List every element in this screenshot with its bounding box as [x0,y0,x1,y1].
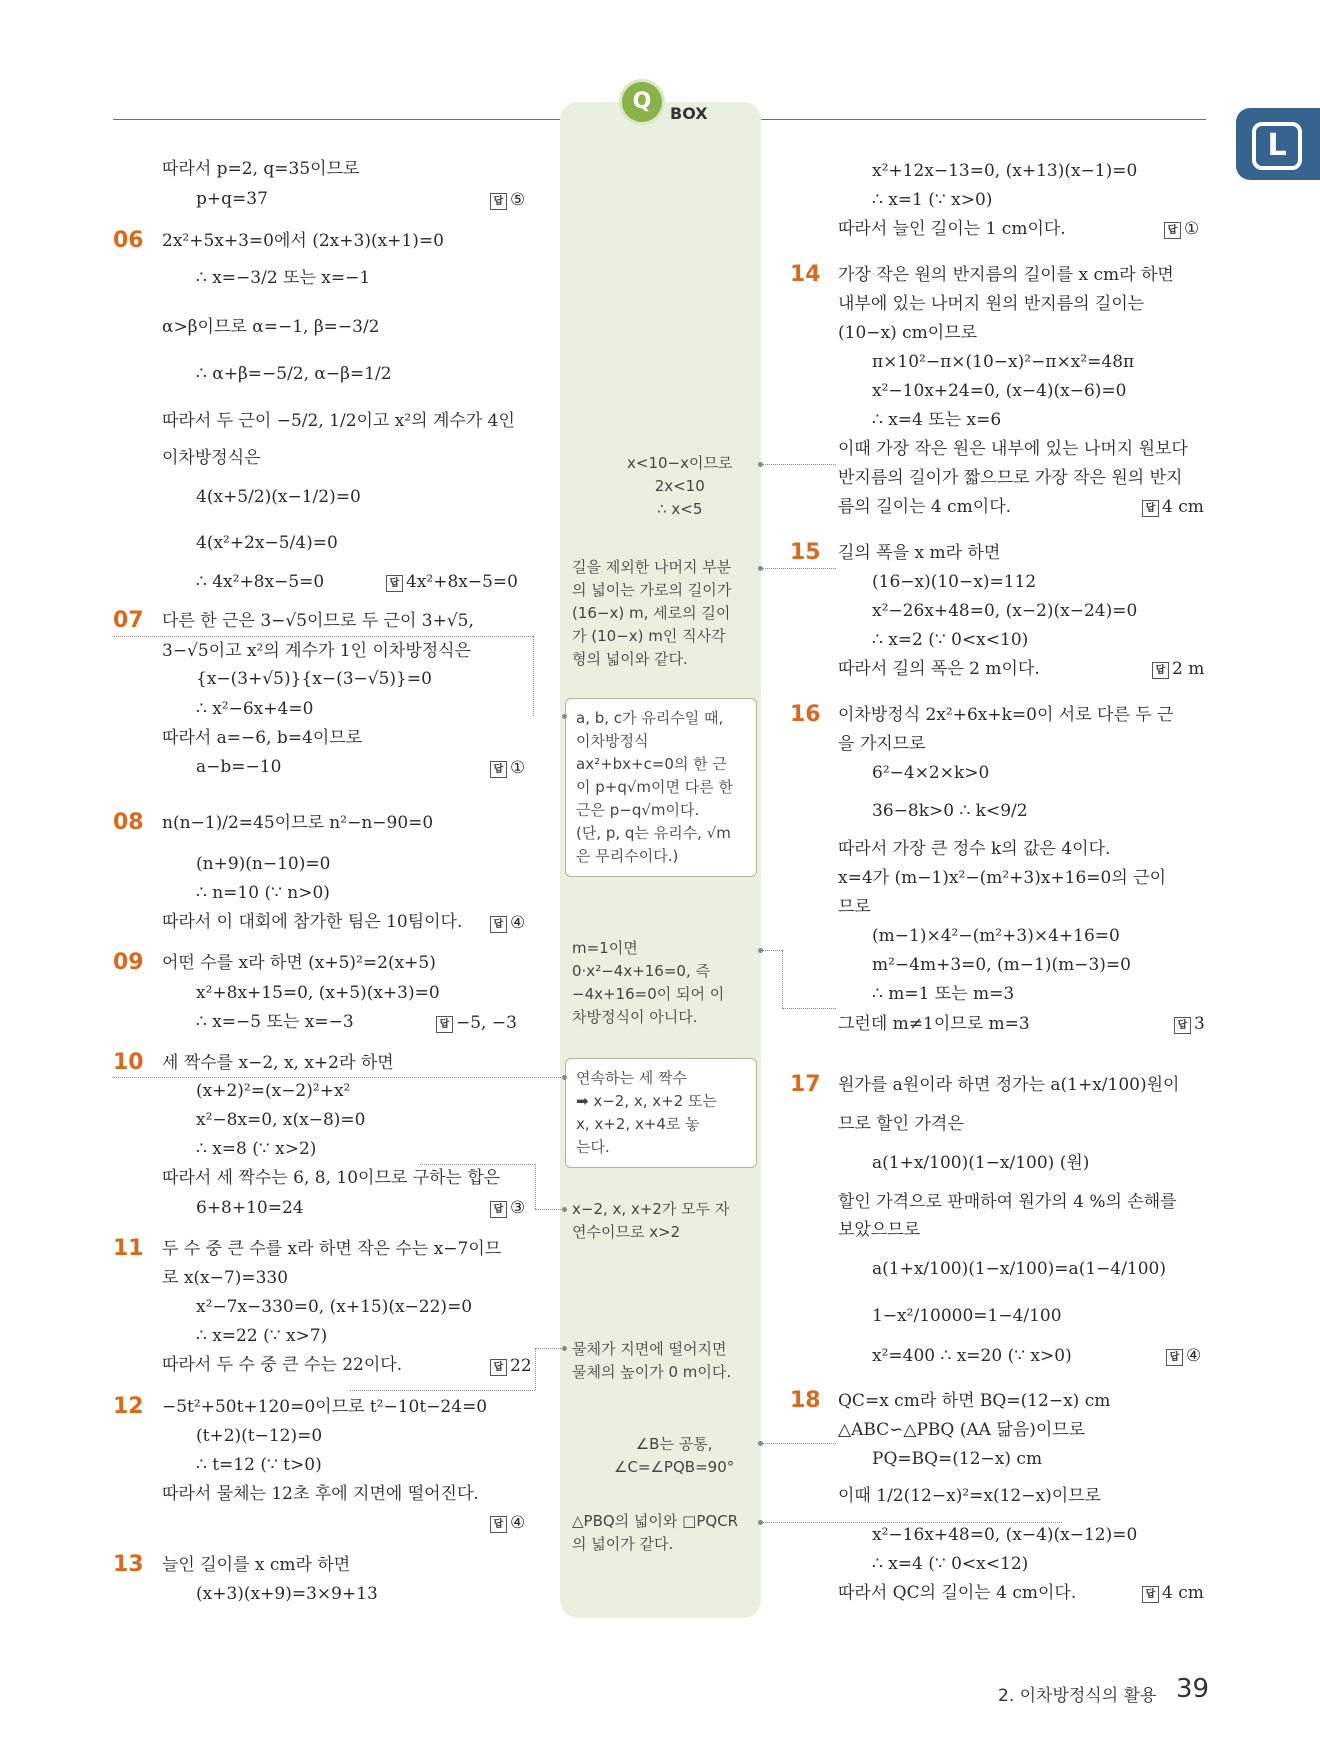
p17-line: 보았으므로 [838,1220,921,1240]
leader-dot [562,714,567,719]
p15-line: 따라서 길의 폭은 2 m이다. [838,659,1040,679]
p18-line: △ABC∽△PBQ (AA 닮음)이므로 [838,1420,1086,1440]
p14-answer: 답 4 cm [1142,497,1204,517]
p18-line: 이때 1/2(12−x)²=x(12−x)이므로 [838,1486,1101,1506]
qbox-note: 길을 제외한 나머지 부분 의 넓이는 가로의 길이가 (16−x) m, 세로의 길이 가 (10−x) m인 직사각 형의 넓이와 같다. [572,558,732,668]
p18-line: PQ=BQ=(12−x) cm [872,1449,1043,1469]
p13-line: (x+3)(x+9)=3×9+13 [196,1584,378,1604]
p07-line: 다른 한 근은 3−√5이므로 두 근이 3+√5, [162,611,474,631]
p06-answer: 답 4x²+8x−5=0 [386,572,518,592]
p06-line: 4(x²+2x−5/4)=0 [196,533,338,553]
p15-line: ∴ x=2 (∵ 0<x<10) [872,630,1029,650]
leader-line [113,636,533,637]
p07-line: ∴ x²−6x+4=0 [196,699,314,719]
p16-line: 므로 [838,897,871,917]
leader-line [782,950,783,1008]
p16-answer: 답 3 [1174,1014,1205,1034]
p18-line: QC=x cm라 하면 BQ=(12−x) cm [838,1391,1111,1411]
p12-line: 따라서 물체는 12초 후에 지면에 떨어진다. [162,1484,479,1504]
p10-line: 따라서 세 짝수는 6, 8, 10이므로 구하는 합은 [162,1168,501,1188]
header-rule-right [761,119,1206,120]
p07-line: {x−(3+√5)}{x−(3−√5)}=0 [196,669,432,689]
p07-answer: 답 ① [490,758,525,778]
leader-line [535,1348,563,1349]
pre-line-1: 따라서 p=2, q=35이므로 [162,159,360,179]
qbox-note: x−2, x, x+2가 모두 자 연수이므로 x>2 [572,1200,730,1241]
p06-line: α>β이므로 α=−1, β=−3/2 [162,317,380,337]
problem-number-09: 09 [113,950,144,975]
p11-line: 로 x(x−7)=330 [162,1268,289,1288]
p06-line: ∴ 4x²+8x−5=0 [196,572,325,592]
p09-line: ∴ x=−5 또는 x=−3 [196,1012,354,1032]
header-rule-left [113,119,560,120]
p16-line: m²−4m+3=0, (m−1)(m−3)=0 [872,955,1131,975]
right-pre-line: 따라서 늘인 길이는 1 cm이다. [838,219,1066,239]
p14-line: 반지름의 길이가 짧으므로 가장 작은 원의 반지 [838,468,1183,488]
pre-answer: 답 ⑤ [490,190,525,210]
leader-line [782,1008,836,1009]
problem-number-11: 11 [113,1236,144,1261]
p15-line: x²−26x+48=0, (x−2)(x−24)=0 [872,601,1138,621]
pre-line-2: p+q=37 [196,189,268,209]
qbox-note: m=1이면 0·x²−4x+16=0, 즉 −4x+16=0이 되어 이 차방정식이 아니다. [572,939,725,1026]
p18-answer: 답 4 cm [1142,1583,1204,1603]
p11-line: x²−7x−330=0, (x+15)(x−22)=0 [196,1297,473,1317]
p07-line: a−b=−10 [196,757,282,777]
p06-line: ∴ α+β=−5/2, α−β=1/2 [196,364,392,384]
p10-answer: 답 ③ [490,1198,525,1218]
p08-line: 따라서 이 대회에 참가한 팀은 10팀이다. [162,912,463,932]
p16-line: 이차방정식 2x²+6x+k=0이 서로 다른 두 근 [838,705,1174,725]
p14-line: ∴ x=4 또는 x=6 [872,410,1002,430]
problem-number-07: 07 [113,608,144,633]
problem-number-16: 16 [790,702,821,727]
p16-line: x=4가 (m−1)x²−(m²+3)x+16=0의 근이 [838,868,1167,888]
p10-line: 6+8+10=24 [196,1198,304,1218]
p15-line: 길의 폭을 x m라 하면 [838,543,1001,563]
leader-line [420,1164,535,1165]
p17-line: 할인 가격으로 판매하여 원가의 4 %의 손해를 [838,1192,1177,1212]
p14-line: 가장 작은 원의 반지름의 길이를 x cm라 하면 [838,265,1174,285]
p11-line: ∴ x=22 (∵ x>7) [196,1326,328,1346]
p14-line: 름의 길이는 4 cm이다. [838,497,1012,517]
problem-number-10: 10 [113,1050,144,1075]
p10-line: (x+2)²=(x−2)²+x² [196,1081,351,1101]
footer-section-title: 2. 이차방정식의 활용 [998,1686,1157,1706]
leader-line [533,636,534,716]
qbox-note: x<10−x이므로 2x<10 ∴ x<5 [627,454,733,518]
p10-line: ∴ x=8 (∵ x>2) [196,1139,317,1159]
p13-line: 늘인 길이를 x cm라 하면 [162,1555,351,1575]
leader-line [762,1522,1062,1523]
qbox-note: △PBQ의 넓이와 □PQCR 의 넓이가 같다. [572,1512,739,1553]
p10-line: 세 짝수를 x−2, x, x+2라 하면 [162,1053,394,1073]
leader-line [762,464,836,465]
p17-line: 원가를 a원이라 하면 정가는 a(1+x/100)원이 [838,1075,1180,1095]
problem-number-13: 13 [113,1552,144,1577]
p09-line: x²+8x+15=0, (x+5)(x+3)=0 [196,983,440,1003]
problem-number-08: 08 [113,810,144,835]
p15-answer: 답 2 m [1152,659,1204,679]
p06-line: ∴ x=−3/2 또는 x=−1 [196,268,371,288]
p18-line: x²−16x+48=0, (x−4)(x−12)=0 [872,1525,1138,1545]
p16-line: ∴ m=1 또는 m=3 [872,984,1015,1004]
p12-line: −5t²+50t+120=0이므로 t²−10t−24=0 [162,1397,488,1417]
p07-line: 따라서 a=−6, b=4이므로 [162,728,363,748]
p17-line: 1−x²/10000=1−4/100 [872,1306,1062,1326]
p06-line: 따라서 두 근이 −5/2, 1/2이고 x²의 계수가 4인 [162,411,515,431]
p17-line: x²=400 ∴ x=20 (∵ x>0) [872,1346,1072,1366]
leader-line [762,950,782,951]
p16-line: 6²−4×2×k>0 [872,763,990,783]
p16-line: 그런데 m≠1이므로 m=3 [838,1014,1030,1034]
p09-line: 어떤 수를 x라 하면 (x+5)²=2(x+5) [162,953,436,973]
leader-line [535,1348,536,1390]
right-pre-line: x²+12x−13=0, (x+13)(x−1)=0 [872,161,1138,181]
p18-line: 따라서 QC의 길이는 4 cm이다. [838,1583,1077,1603]
leader-line [535,1164,536,1209]
p17-line: 므로 할인 가격은 [838,1114,964,1134]
p14-line: x²−10x+24=0, (x−4)(x−6)=0 [872,381,1127,401]
qbox-note-box: a, b, c가 유리수일 때, 이차방정식 ax²+bx+c=0의 한 근 이 p+q√m이면 다른 한 근은 p−q√m이다. (단, p, q는 유리수, √m 은 무리수이다.) [565,698,757,877]
qbox-note-box: 연속하는 세 짝수 ➡ x−2, x, x+2 또는 x, x+2, x+4로 놓 는다. [565,1058,757,1168]
p14-line: π×10²−π×(10−x)²−π×x²=48π [872,352,1135,372]
p08-line: ∴ n=10 (∵ n>0) [196,883,330,903]
p14-line: 내부에 있는 나머지 원의 반지름의 길이는 [838,294,1145,314]
page-number: 39 [1176,1674,1210,1704]
chapter-tab-letter: L [1252,122,1302,170]
chapter-tab [1236,108,1320,180]
p14-line: 이때 가장 작은 원은 내부에 있는 나머지 원보다 [838,439,1188,459]
problem-number-15: 15 [790,540,821,565]
p08-line: n(n−1)/2=45이므로 n²−n−90=0 [162,813,434,833]
p18-line: ∴ x=4 (∵ 0<x<12) [872,1554,1029,1574]
p06-line: 이차방정식은 [162,448,261,468]
leader-line [113,1077,563,1078]
p11-answer: 답 22 [490,1356,532,1376]
p16-line: 36−8k>0 ∴ k<9/2 [872,801,1028,821]
problem-number-18: 18 [790,1388,821,1413]
qbox-label: BOX [670,104,708,123]
p12-line: (t+2)(t−12)=0 [196,1426,323,1446]
leader-dot [562,1207,567,1212]
leader-dot [562,1346,567,1351]
p17-answer: 답 ④ [1166,1346,1201,1366]
p12-line: ∴ t=12 (∵ t>0) [196,1455,322,1475]
leader-line [535,1209,563,1210]
leader-line [762,568,836,569]
qbox-note: ∠B는 공통, ∠C=∠PQB=90° [614,1435,735,1476]
problem-number-12: 12 [113,1394,144,1419]
qbox-logo-icon: Q [622,82,662,122]
p12-answer: 답 ④ [490,1513,525,1533]
problem-number-14: 14 [790,262,821,287]
right-pre-answer: 답 ① [1164,219,1199,239]
p09-answer: 답 −5, −3 [436,1013,517,1033]
problem-number-06: 06 [113,228,144,253]
p16-line: 을 가지므로 [838,734,926,754]
leader-dot [562,1075,567,1080]
p11-line: 두 수 중 큰 수를 x라 하면 작은 수는 x−7이므 [162,1239,502,1259]
leader-line [762,1443,836,1444]
p08-answer: 답 ④ [490,913,525,933]
p06-line: 2x²+5x+3=0에서 (2x+3)(x+1)=0 [162,231,444,251]
p06-line: 4(x+5/2)(x−1/2)=0 [196,487,361,507]
p08-line: (n+9)(n−10)=0 [196,854,331,874]
qbox-note: 물체가 지면에 떨어지면 물체의 높이가 0 m이다. [572,1340,732,1381]
p11-line: 따라서 두 수 중 큰 수는 22이다. [162,1355,403,1375]
p17-line: a(1+x/100)(1−x/100) (원) [872,1153,1090,1173]
p15-line: (16−x)(10−x)=112 [872,572,1037,592]
right-pre-line: ∴ x=1 (∵ x>0) [872,190,993,210]
p07-line: 3−√5이고 x²의 계수가 1인 이차방정식은 [162,641,472,661]
p17-line: a(1+x/100)(1−x/100)=a(1−4/100) [872,1259,1167,1279]
p16-line: 따라서 가장 큰 정수 k의 값은 4이다. [838,839,1111,859]
p10-line: x²−8x=0, x(x−8)=0 [196,1110,366,1130]
leader-line [350,1390,535,1391]
p14-line: (10−x) cm이므로 [838,323,978,343]
p16-line: (m−1)×4²−(m²+3)×4+16=0 [872,926,1120,946]
problem-number-17: 17 [790,1072,821,1097]
